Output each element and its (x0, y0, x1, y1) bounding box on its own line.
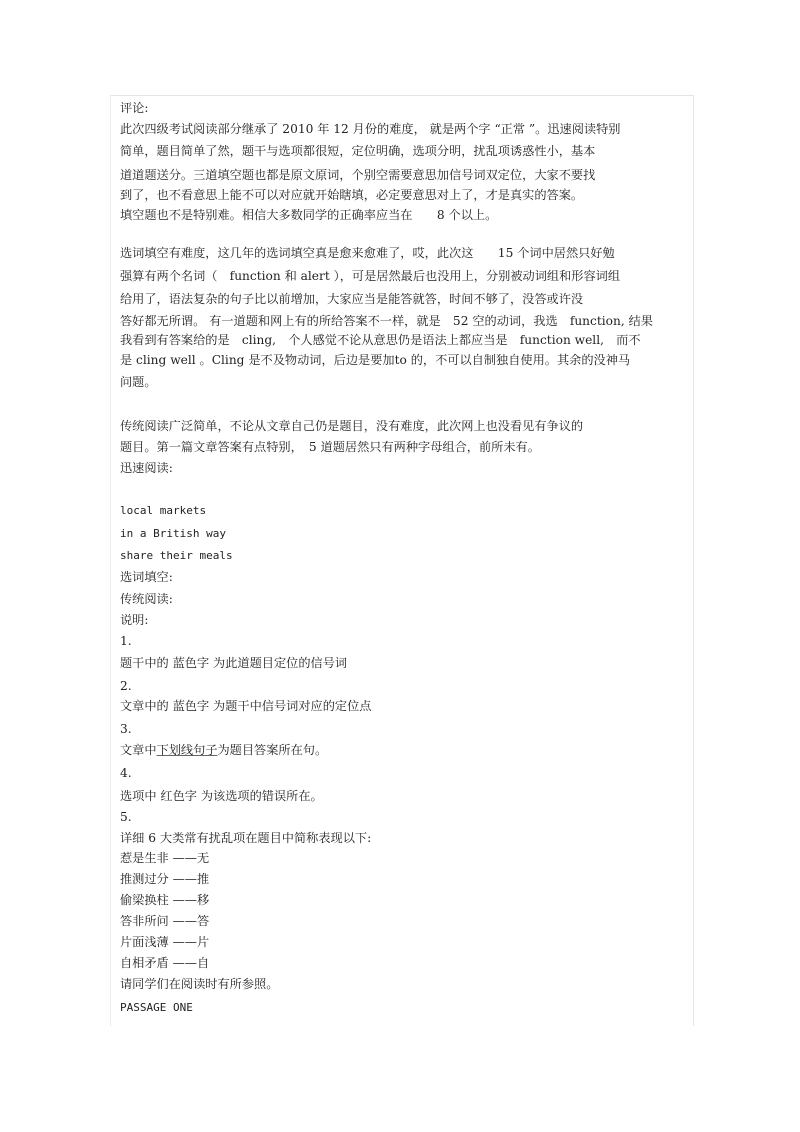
review-line: 填空题也不是特别难。相信大多数同学的正确率应当在 8 个以上。 (120, 208, 498, 222)
distractor-item: 片面浅薄 ——片 (120, 935, 210, 949)
fast-reading-heading: 迅速阅读: (120, 461, 173, 475)
distractor-item: 答非所问 ——答 (120, 914, 210, 928)
vocab-line: 是 cling well 。Cling 是不及物动词，后边是要加to 的，不可以自制独自使用。其余的没神马 (120, 353, 631, 367)
answer-item: in a British way (120, 527, 226, 540)
distractor-item: 惹是生非 ——无 (120, 851, 210, 865)
note-text: 文章中的 蓝色字 为题干中信号词对应的定位点 (120, 699, 372, 713)
underlined-phrase: 下划线句子 (156, 743, 218, 757)
review-line: 此次四级考试阅读部分继承了 2010 年 12 月份的难度， 就是两个字 “正常 ”。迅速阅读特别 (120, 122, 621, 136)
note-text-pre: 文章中 (120, 743, 157, 757)
notes-heading: 说明: (120, 613, 149, 627)
distractor-item: 推测过分 ——推 (120, 872, 210, 886)
closing-note: 请同学们在阅读时有所参照。 (120, 977, 279, 991)
note-text: 选项中 红色字 为该选项的错误所在。 (120, 789, 323, 803)
note-number: 3. (120, 722, 132, 736)
review-heading: 评论: (120, 101, 149, 115)
trad-line: 传统阅读广泛简单，不论从文章自己仍是题目，没有难度，此次网上也没看见有争议的 (120, 419, 584, 433)
note-text: 题干中的 蓝色字 为此道题目定位的信号词 (120, 656, 348, 670)
vocab-line: 答好都无所谓。 有一道题和网上有的所给答案不一样，就是 52 空的动词，我选 function, 结果 (120, 314, 653, 328)
passage-heading: PASSAGE ONE (120, 1001, 193, 1014)
trad-heading: 传统阅读: (120, 592, 173, 606)
vocab-line: 选词填空有难度，这几年的选词填空真是愈来愈难了，哎，此次这 15 个词中居然只好勉 (120, 246, 615, 260)
vocab-line: 给用了，语法复杂的句子比以前增加，大家应当是能答就答，时间不够了，没答或许没 (120, 292, 584, 306)
distractor-item: 自相矛盾 ——自 (120, 956, 210, 970)
distractor-item: 偷梁换柱 ——移 (120, 893, 210, 907)
vocab-heading: 选词填空: (120, 570, 173, 584)
review-line: 简单，题目简单了然，题干与选项都很短，定位明确，选项分明，扰乱项诱惑性小，基本 (120, 144, 596, 158)
note-text-post: 为题目答案所在句。 (217, 743, 328, 757)
answer-item: local markets (120, 504, 207, 517)
answer-item: share their meals (120, 549, 233, 562)
vocab-line: 问题。 (120, 375, 157, 389)
note-text: 详细 6 大类常有扰乱项在题目中简称表现以下: (120, 831, 372, 845)
note-number: 4. (120, 766, 132, 780)
note-number: 1. (120, 634, 132, 648)
note-number: 2. (120, 679, 132, 693)
trad-line: 题目。第一篇文章答案有点特别， 5 道题居然只有两种字母组合，前所未有。 (120, 440, 540, 454)
review-line: 到了，也不看意思上能不可以对应就开始瞎填，必定要意思对上了，才是真实的答案。 (120, 188, 584, 202)
vocab-line: 强算有两个名词（ function 和 alert ），可是居然最后也没用上，分别被动词组和形容词组 (120, 269, 621, 283)
note-text (120, 742, 327, 758)
note-number: 5. (120, 810, 132, 824)
review-line: 道道题送分。三道填空题也都是原文原词，个别空需要意思加信号词双定位，大家不要找 (120, 168, 596, 182)
vocab-line: 我看到有答案给的是 cling, 个人感觉不论从意思仍是语法上都应当是 function well, 而不 (120, 333, 641, 347)
